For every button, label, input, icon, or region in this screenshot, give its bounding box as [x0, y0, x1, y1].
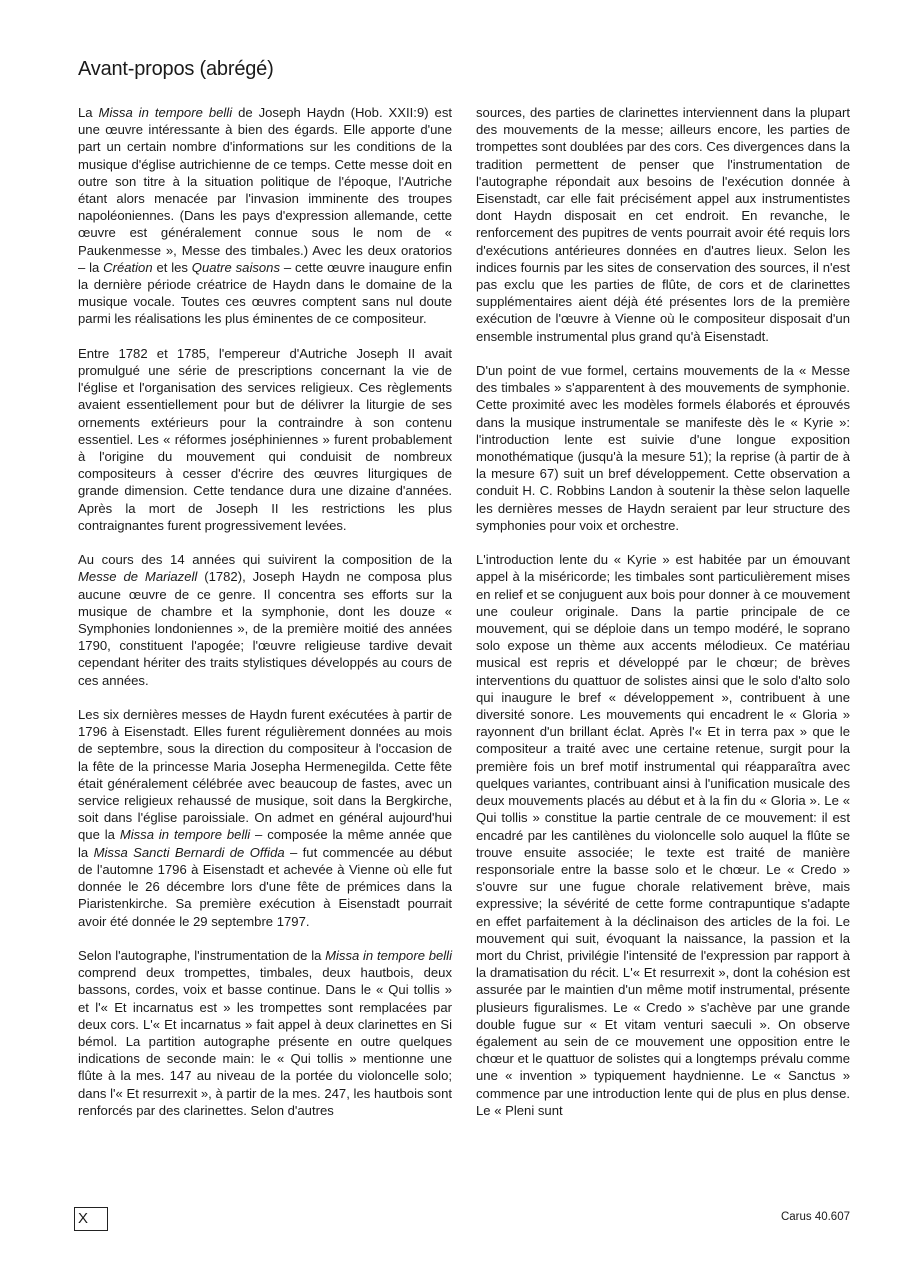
- italic-title: Missa in tempore belli: [119, 827, 251, 843]
- text-run: D'un point de vue formel, certains mouvements de la « Messe des timbales » s'apparentent à des mouvements de symphonie. Cette proximité avec les modèles formels élaborés et éprouvés dans la musique instrumentale se manifeste dès le « Kyrie »: l'introduction lente est suivie d'une longue exposition monothématique (jusqu'à la mesure 51); la reprise (à partir de à la mesure 67) suit un bref développement. Cette observation a conduit H. C. Robbins Landon à soutenir la thèse selon laquelle les dernières messes de Haydn seraient par leur structure des symphonies pour voix et orchestre.: [476, 363, 850, 533]
- paragraph: [476, 104, 850, 345]
- left-column: [78, 104, 452, 1119]
- catalog-number: Carus 40.607: [780, 1211, 850, 1223]
- text-run: Entre 1782 et 1785, l'empereur d'Autriche Joseph II avait promulgué une série de prescriptions concernant la vie de l'église et l'organisation des services religieux. Ces règlements avaient essentiellement pour but de délivrer la liturgie de ses ornements extérieurs pour la contraindre à son contenu essentiel. Les « réformes joséphiniennes » furent probablement à l'origine du mouvement qui conduisit de nombreux compositeurs à cesser d'écrire des œuvres liturgiques de grande dimension. Cette tendance dura une dizaine d'années. Après la mort de Joseph II les restrictions les plus contraignantes furent progressivement levées.: [78, 345, 452, 533]
- text-run: sources, des parties de clarinettes interviennent dans la plupart des mouvements de la messe; ailleurs encore, les parties de trompettes sont doublées par des cors. Ces divergences dans la tradition permettent de penser que l'instrumentation de l'autographe répondait aux besoins de l'exécution donnée à Eisenstadt, car elle fait précisément appel aux instrumentistes dont Haydn disposait en cet endroit. En revanche, le renforcement des pupitres de vents pourrait avoir été requis lors d'exécutions antérieures données en d'autres lieux. Selon les indices fournis par les sites de conservation des sources, il n'est pas exclu que les parties de flûte, de cors et de clarinettes supplémentaires aient déjà été présentes lors de la première exécution de l'œuvre à Vienne où le compositeur disposait d'un ensemble instrumental plus grand qu'à Eisenstadt.: [476, 105, 850, 344]
- text-run: – fut commencée au début de l'automne 1796 à Eisenstadt et achevée à Vienne où elle fut donnée le 26 décembre lors d'une fête de prémices dans la Piaristenkirche. Sa première exécution à Eisenstadt pourrait avoir été donnée le 29 septembre 1797.: [78, 844, 452, 929]
- text-run: et les: [152, 259, 192, 275]
- paragraph: [78, 551, 452, 689]
- paragraph: [78, 345, 452, 534]
- text-run: – cette œuvre inaugure enfin la dernière période créatrice de Haydn dans le domaine de la musique vocale. Toutes ces œuvres comptent sans nul doute parmi les réalisations les plus éminentes de ce compositeur.: [78, 259, 452, 327]
- page-title: Avant-propos (abrégé): [78, 58, 274, 80]
- text-run: (1782), Joseph Haydn ne composa plus aucune œuvre de ce genre. Il concentra ses efforts sur la musique de chambre et la symphonie, dont les douze « Symphonies londoniennes », de la première moitié des années 1790, constituent l'apogée; l'œuvre religieuse tardive devait cependant hériter des traits stylistiques développés au cours de ces années.: [78, 569, 452, 688]
- italic-title: Missa Sancti Bernardi de Offida: [93, 844, 285, 860]
- italic-title: Quatre saisons: [191, 259, 281, 275]
- paragraph: [78, 706, 452, 930]
- text-run: La: [78, 105, 99, 120]
- italic-title: Messe de Mariazell: [78, 569, 198, 585]
- italic-title: Missa in tempore belli: [98, 105, 233, 120]
- paragraph: [78, 104, 452, 328]
- text-run: – composée la même année que la: [78, 827, 452, 860]
- paragraph: [476, 362, 850, 534]
- text-run: de Joseph Haydn (Hob. XXII:9) est une œuvre intéressante à bien des égards. Elle apporte d'une part un certain nombre d'informations sur les conditions de la musique d'église autrichienne de ce temps. Cette messe doit en outre son titre à la situation politique de l'époque, l'Autriche étant alors menacée par l'invasion imminente des troupes napoléoniennes. (Dans les pays d'expression allemande, cette œuvre est généralement connue sous le nom de « Paukenmesse », Messe des timbales.) Avec les deux oratorios – la: [78, 105, 453, 275]
- text-run: Les six dernières messes de Haydn furent exécutées à partir de 1796 à Eisenstadt. Elles furent régulièrement données au mois de septembre, sous la direction du compositeur à l'occasion de la fête de la princesse Maria Josepha Hermenegilda. Cette fête était généralement célébrée avec beaucoup de fastes, avec un service religieux rehaussé de musique, soit dans la Bergkirche, soit dans l'église paroissiale. On admet en général aujourd'hui que la: [78, 707, 452, 843]
- page-number: X: [78, 1210, 89, 1227]
- paragraph: [78, 947, 452, 1119]
- text-run: Au cours des 14 années qui suivirent la composition de la: [78, 552, 452, 568]
- paragraph: [476, 551, 850, 1119]
- text-run: comprend deux trompettes, timbales, deux hautbois, deux bassons, cordes, voix et basse continue. Dans le « Qui tollis » et l'« Et incarnatus est » les trompettes sont remplacées par deux cors. L'« Et incarnatus » fait appel à deux clarinettes en Si bémol. La partition autographe présente en outre quelques indications de seconde main: le « Qui tollis » mentionne une flûte à la mes. 147 au niveau de la portée du violoncelle solo; dans l'« Et resurrexit », à partir de la mes. 247, les hautbois sont renforcés par des clarinettes. Selon d'autres: [78, 965, 452, 1118]
- text-run: Selon l'autographe, l'instrumentation de la: [78, 947, 326, 963]
- right-column: [476, 104, 850, 1119]
- text-run: L'introduction lente du « Kyrie » est habitée par un émouvant appel à la miséricorde; les timbales sont particulièrement mises en relief et se conjuguent aux bois pour donner à ce mouvement une couleur originale. Dans la partie principale de ce mouvement, qui se déploie dans un tempo modéré, le soprano solo expose un thème aux accents mélodieux. Ce matériau musical est repris et développé par le chœur; de brèves interventions du quattuor de solistes ainsi que le solo d'alto solo qui inaugure le bref « développement », contribuent à une diversité sonore. Les mouvements qui encadrent le « Gloria » rayonnent d'un brillant éclat. Après l'« Et in terra pax » que le compositeur a traité avec une certaine retenue, surgit pour la première fois un bref motif instrumental qui réapparaîtra avec quelques variantes, contribuant ainsi à l'unification musicale des deux mouvements placés au début et à la fin du « Gloria ». Le « Qui tollis » constitue la partie centrale de ce mouvement: il est encadré par les cantilènes du violoncelle solo auquel la flûte se trouve ensuite associée; le texte est traité de manière responsoriale entre la basse solo et le chœur. Le « Credo » s'ouvre sur une fugue chorale relativement brève, mais expressive; la sévérité de cette forme contrapuntique s'adapte en effet parfaitement à la déclinaison des articles de la foi. Le mouvement qui suit, évoquant la naissance, la passion et la mort du Christ, privilégie l'intensité de l'expression par rapport à la dramatisation du récit. L'« Et resurrexit », dont la cohésion est assurée par le maintien d'un même motif instrumental, présente plusieurs figuralismes. Le « Credo » s'achève par une grande double fugue sur « Et vitam venturi saeculi ». On observe également au sein de ce mouvement une opposition entre le chœur et le quattuor de solistes qui a longtemps prévalu comme une « invention » typiquement haydnienne. Le « Sanctus » commence par une introduction lente qui de plus en plus dense. Le « Pleni sunt: [476, 552, 850, 1118]
- italic-title: Missa in tempore belli: [325, 947, 452, 963]
- italic-title: Création: [103, 259, 153, 275]
